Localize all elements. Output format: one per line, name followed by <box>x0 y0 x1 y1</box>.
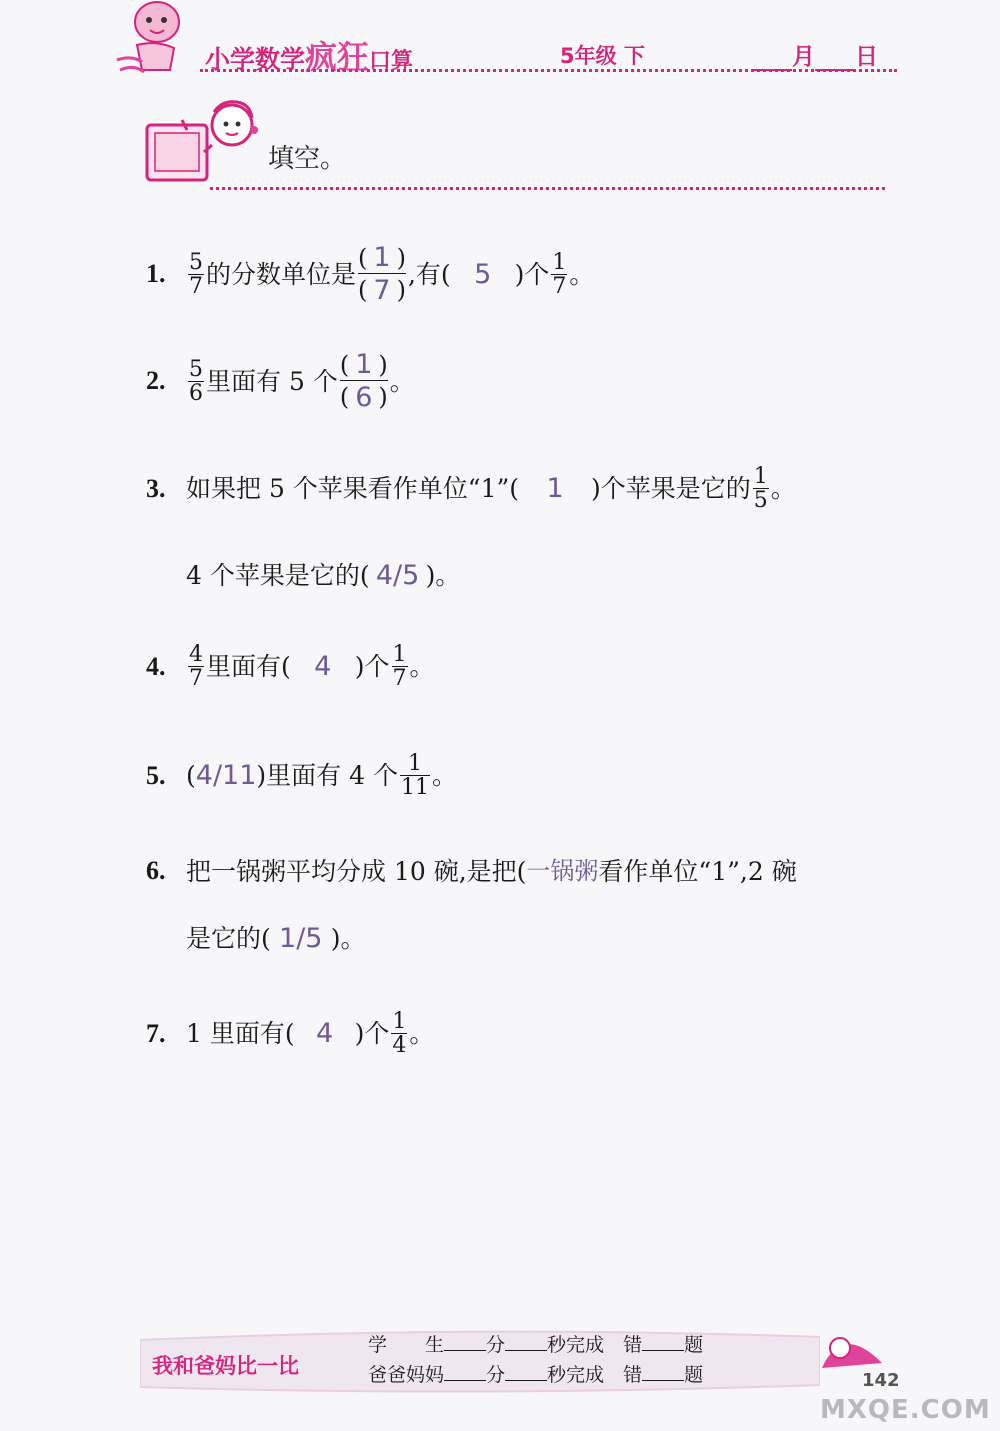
footer-score-table <box>368 1330 703 1390</box>
question-text: 把一锅粥平均分成 10 碗,是把( <box>186 856 527 886</box>
month-blank <box>752 51 792 71</box>
question-number: 2. <box>146 366 166 396</box>
parent-score-row <box>368 1360 703 1390</box>
row-label: 学 生 <box>368 1334 445 1356</box>
seconds-label: 秒完成 <box>547 1334 605 1356</box>
answer-blank[interactable]: 4/5 <box>375 560 420 591</box>
question-text: 的分数单位是 <box>206 259 357 289</box>
answer-blank[interactable]: 1 <box>546 473 564 505</box>
wrong-blank[interactable] <box>642 1334 684 1351</box>
punctuation: )。 <box>330 924 366 953</box>
question-text: 看作单位“1”,2 碗 <box>598 856 797 886</box>
wrong-label: 错 <box>623 1334 643 1356</box>
question-6-line-2 <box>186 925 366 952</box>
minutes-label: 分 <box>486 1364 506 1386</box>
question-text: )里面有 4 个 <box>256 761 398 791</box>
punctuation: ( <box>186 761 196 791</box>
question-number: 5. <box>146 760 166 790</box>
seconds-label: 秒完成 <box>547 1364 605 1386</box>
fraction: $\frac{5}{7}$ <box>189 249 203 299</box>
seconds-blank[interactable] <box>505 1364 547 1381</box>
day-label: 日 <box>855 44 878 70</box>
question-7 <box>146 1010 434 1057</box>
punctuation: )。 <box>425 561 461 590</box>
fraction: $\frac{4}{7}$ <box>189 642 203 692</box>
answer-fraction-blank[interactable]: ( 1 ) ( 6 ) <box>339 349 388 413</box>
question-number: 4. <box>146 651 166 681</box>
answer-numerator: 1 <box>373 242 391 273</box>
answer-blank[interactable]: 4 <box>316 1018 334 1050</box>
question-1 <box>146 243 594 305</box>
wrong-label: 错 <box>623 1364 643 1386</box>
footer-title: 我和爸妈比一比 <box>152 1354 299 1378</box>
question-text: 是它的( <box>186 924 271 953</box>
question-text: )个 <box>354 1019 390 1049</box>
title-small: 口算 <box>369 49 414 74</box>
question-text: 1 里面有( <box>186 1019 295 1049</box>
fraction: $\frac{1}{11}$ <box>400 751 429 801</box>
question-number: 6. <box>146 856 166 885</box>
question-text: )个 <box>354 652 390 682</box>
question-5 <box>146 752 457 799</box>
answer-numerator: 1 <box>355 349 373 380</box>
question-text: 里面有( <box>206 652 291 682</box>
wrong-blank[interactable] <box>642 1364 684 1381</box>
seconds-blank[interactable] <box>505 1334 547 1351</box>
punctuation: 。 <box>409 1019 435 1049</box>
mascot-corner-icon <box>812 1318 892 1378</box>
question-4 <box>146 643 435 690</box>
watermark: MXQE.COM <box>820 1395 991 1425</box>
header-divider <box>200 69 897 72</box>
question-label: 题 <box>684 1334 704 1356</box>
book-title <box>205 32 413 80</box>
fraction: $\frac{1}{7}$ <box>552 249 567 299</box>
minutes-blank[interactable] <box>444 1334 486 1351</box>
student-score-row <box>368 1330 703 1360</box>
date-field <box>752 38 878 71</box>
row-label: 爸爸妈妈 <box>368 1364 445 1386</box>
blackboard-girl-icon <box>142 90 267 190</box>
day-blank <box>815 51 855 71</box>
question-6 <box>146 858 797 884</box>
question-3 <box>146 465 796 512</box>
title-crazy: 疯狂 <box>305 38 370 76</box>
answer-blank[interactable]: 1/5 <box>279 923 323 954</box>
mascot-illustration <box>112 0 202 80</box>
punctuation: 。 <box>770 474 796 504</box>
question-label: 题 <box>684 1364 704 1386</box>
question-text: 如果把 5 个苹果看作单位“1”( <box>186 474 520 504</box>
answer-blank[interactable]: 一锅粥 <box>526 857 599 885</box>
answer-denominator: 7 <box>373 274 391 306</box>
page-number: 142 <box>862 1370 900 1391</box>
answer-blank[interactable]: 4/11 <box>195 760 257 792</box>
fraction: $\frac{1}{4}$ <box>392 1009 407 1059</box>
section-divider <box>210 187 885 190</box>
question-number: 7. <box>146 1018 166 1048</box>
minutes-label: 分 <box>486 1334 506 1356</box>
question-text: 里面有 5 个 <box>206 366 338 396</box>
question-2 <box>146 350 415 412</box>
month-label: 月 <box>792 44 815 70</box>
question-text: 4 个苹果是它的( <box>186 561 370 590</box>
question-text: )个苹果是它的 <box>591 474 751 504</box>
answer-denominator: 6 <box>355 381 373 413</box>
punctuation: 。 <box>389 366 415 396</box>
answer-fraction-blank[interactable]: ( 1 ) ( 7 ) <box>358 242 406 306</box>
minutes-blank[interactable] <box>444 1364 486 1381</box>
title-main: 小学数学 <box>205 45 306 74</box>
question-3-line-2 <box>186 562 460 589</box>
fraction: $\frac{1}{5}$ <box>753 464 768 514</box>
punctuation: 。 <box>569 259 595 289</box>
question-number: 3. <box>146 473 166 503</box>
fraction: $\frac{5}{6}$ <box>189 356 203 406</box>
punctuation: 。 <box>431 761 457 791</box>
question-text: )个 <box>514 259 550 289</box>
answer-blank[interactable]: 5 <box>474 258 492 290</box>
question-number: 1. <box>146 259 166 289</box>
grade-label: 5年级 下 <box>560 44 645 68</box>
punctuation: 。 <box>409 652 435 682</box>
answer-blank[interactable]: 4 <box>314 651 332 683</box>
question-text: ,有( <box>407 259 451 289</box>
section-title: 填空。 <box>268 144 347 174</box>
fraction: $\frac{1}{7}$ <box>392 642 407 692</box>
